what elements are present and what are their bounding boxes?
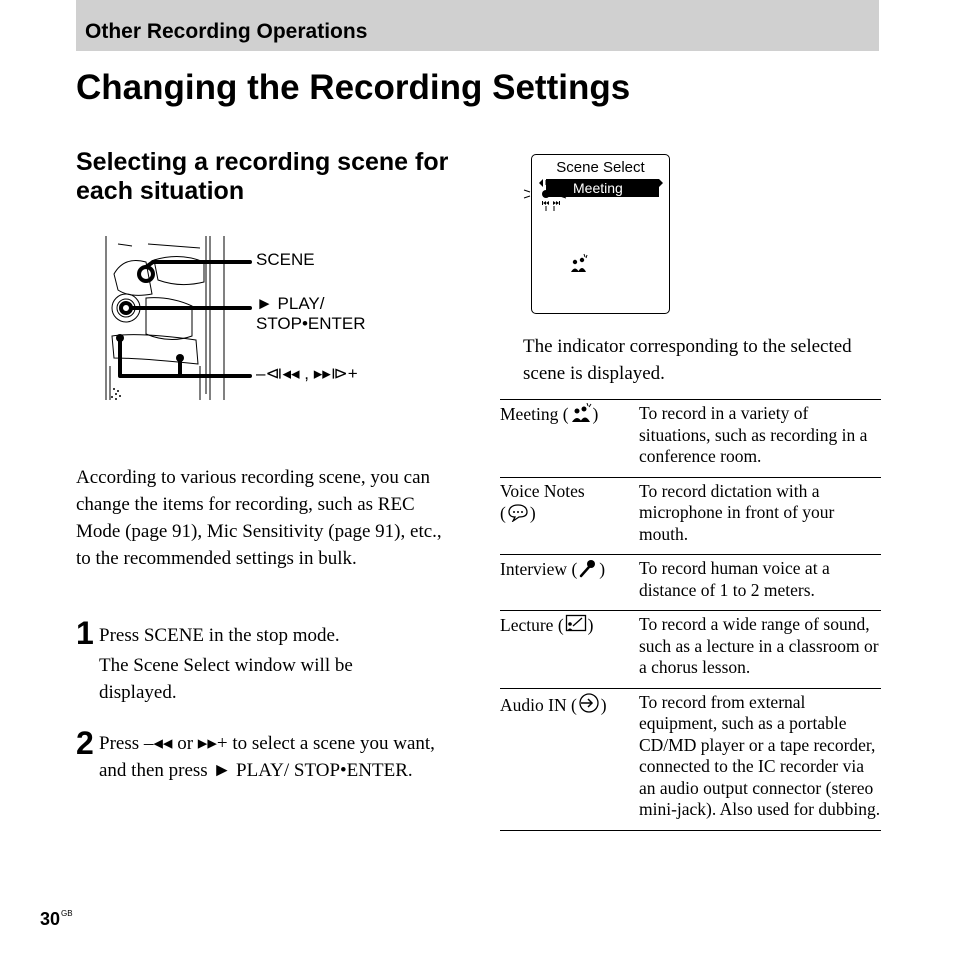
table-row	[500, 688, 881, 830]
callout-scene-label: SCENE	[256, 250, 315, 269]
intro-paragraph: According to various recording scene, you can change the items for recording, such as REC Mode (page 91), Mic Sensitivity (page 91), etc., to the recommended settings in bulk.	[76, 467, 442, 569]
lcd-title: Scene Select	[556, 159, 645, 176]
lcd-caption: The indicator corresponding to the selected scene is displayed.	[523, 336, 852, 384]
scene-description: To record from external equipment, such as a portable CD/MD player or a tape recorder, connected to the IC recorder via an audio output connector (stereo mini-jack). Also used for dubbing.	[639, 688, 881, 830]
scene-name: Lecture	[500, 615, 554, 635]
table-row	[500, 400, 881, 478]
step-2-text-b: or	[172, 733, 198, 754]
page-number	[40, 910, 73, 928]
scene-name-cell: Voice Notes ( )	[500, 477, 639, 555]
scene-name-cell: Audio IN ( )	[500, 688, 639, 830]
play-button-glyph: ►	[212, 760, 232, 781]
lcd-left-arrow-icon	[539, 179, 543, 187]
step-2-text-a: Press –	[99, 733, 154, 754]
scene-name: Interview	[500, 559, 568, 579]
table-row	[500, 611, 881, 689]
scene-name: Audio IN	[500, 694, 567, 715]
skip-forward-label: ▸▸⧐+	[313, 364, 358, 383]
scene-description: To record human voice at a distance of 1 to 2 meters.	[639, 555, 881, 611]
lcd-right-arrow-icon	[659, 179, 663, 187]
scene-name-cell: Interview ( )	[500, 555, 639, 611]
sub-heading: Selecting a recording scene for each situation	[76, 148, 449, 205]
scene-name-cell: Meeting ( )	[500, 400, 639, 478]
callout-stop-enter-label: STOP•ENTER	[256, 314, 366, 333]
lcd-skip-icons	[542, 201, 560, 205]
step-2-text-c: + to select a scene you want, and then press	[99, 733, 435, 781]
lcd-record-icon	[542, 190, 550, 198]
audio-in-icon	[578, 692, 600, 714]
step-1-number: 1	[76, 615, 94, 651]
page-region-code: GB	[61, 909, 73, 918]
meeting-icon	[570, 403, 592, 423]
step-2-text-d: PLAY/ STOP•ENTER.	[231, 760, 413, 781]
section-header-bar	[76, 0, 879, 51]
lcd-meeting-icon	[571, 254, 587, 272]
callout-skip-buttons	[256, 364, 358, 384]
section-header-text: Other Recording Operations	[85, 20, 368, 43]
step-1-instruction: Press SCENE in the stop mode.	[99, 625, 340, 646]
scene-description: To record a wide range of sound, such as a lecture in a classroom or a chorus lesson.	[639, 611, 881, 689]
scene-name-cell: Lecture ( )	[500, 611, 639, 689]
table-row	[500, 477, 881, 555]
step-2-number: 2	[76, 725, 94, 761]
scene-name: Voice Notes	[500, 480, 585, 501]
table-row	[500, 555, 881, 611]
skip-back-label: –⧏◂◂	[256, 364, 300, 383]
scene-description: To record in a variety of situations, such as recording in a conference room.	[639, 400, 881, 478]
lcd-selected-scene: Meeting	[546, 179, 659, 197]
recorder-device-illustration	[100, 234, 260, 406]
lcd-display	[531, 154, 670, 314]
step-2-instruction	[99, 730, 449, 784]
next-button-glyph: ▸▸	[197, 733, 217, 754]
prev-button-glyph: ◂◂	[153, 733, 173, 754]
callout-play-label: ► PLAY/	[256, 294, 325, 313]
page-title: Changing the Recording Settings	[76, 68, 631, 107]
lcd-graphics	[520, 175, 680, 275]
skip-separator: ,	[299, 364, 314, 383]
page-number-value: 30	[40, 909, 61, 929]
step-1-result: The Scene Select window will be displayed.	[99, 655, 353, 703]
scene-description: To record dictation with a microphone in front of your mouth.	[639, 477, 881, 555]
lecture-icon	[565, 614, 587, 634]
interview-mic-icon	[578, 558, 598, 578]
callout-play-stop-enter	[256, 294, 366, 334]
voice-notes-icon	[507, 502, 529, 522]
scene-name: Meeting	[500, 404, 559, 424]
scene-table	[500, 399, 881, 831]
